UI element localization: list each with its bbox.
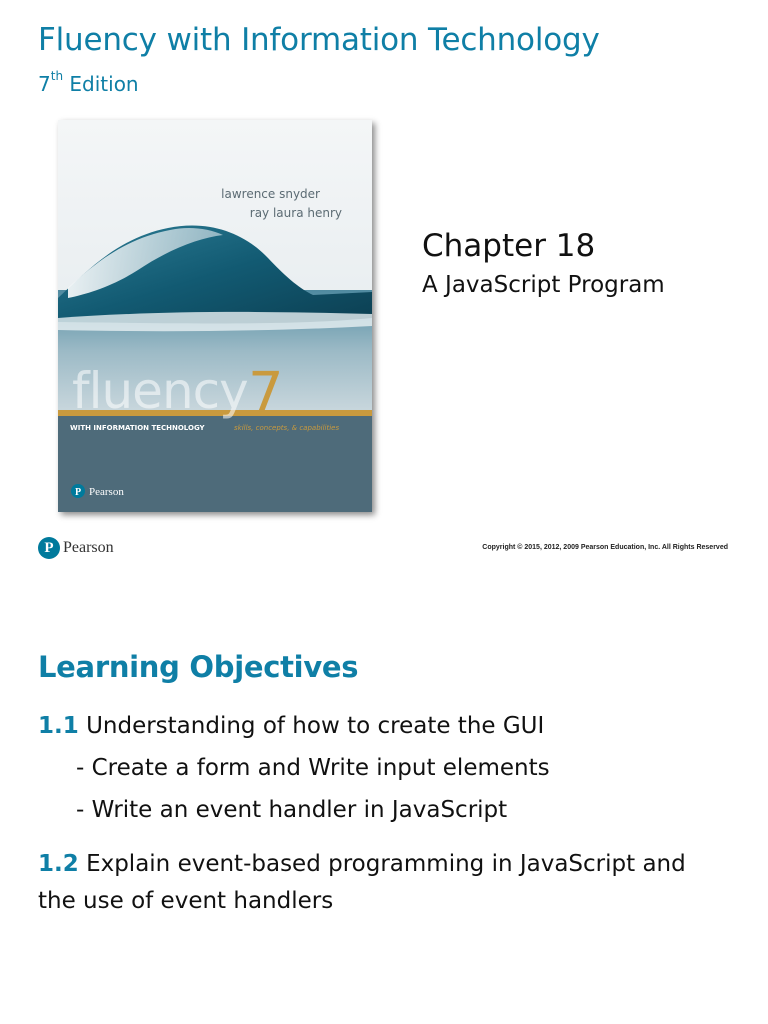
book-title: Fluency with Information Technology — [38, 22, 600, 58]
cover-brand-number: 7 — [248, 361, 284, 426]
book-cover-image — [58, 120, 372, 512]
cover-author-1: lawrence snyder — [221, 187, 320, 201]
svg-text:P: P — [74, 487, 82, 498]
edition-label: 7th Edition — [38, 69, 139, 96]
objective-text: Understanding of how to create the GUI — [86, 713, 545, 739]
cover-author-2: ray laura henry — [249, 206, 342, 220]
objective-number: 1.2 — [38, 851, 79, 877]
chapter-title: Chapter 18 — [422, 228, 596, 264]
objective-1-1-sub-1: - Create a form and Write input elements — [76, 755, 550, 781]
objective-number: 1.1 — [38, 713, 79, 739]
cover-publisher: Pearson — [89, 486, 124, 498]
section-title: Learning Objectives — [38, 650, 359, 684]
cover-tagline: WITH INFORMATION TECHNOLOGY — [70, 424, 205, 432]
copyright-notice: Copyright © 2015, 2012, 2009 Pearson Education, Inc. All Rights Reserved — [482, 544, 728, 551]
objective-1-1 — [38, 708, 728, 745]
pearson-p-icon: P — [38, 537, 60, 559]
objective-text: Explain event-based programming in JavaScript and the use of event handlers — [38, 851, 686, 914]
learning-objectives-slide — [0, 620, 768, 1024]
cover-brand: fluency — [72, 362, 248, 420]
pearson-logo — [38, 535, 114, 561]
objective-1-2 — [38, 846, 728, 920]
cover-tagline-2: skills, concepts, & capabilities — [234, 424, 340, 432]
pearson-wordmark: Pearson — [63, 539, 114, 556]
objective-1-1-sub-2: - Write an event handler in JavaScript — [76, 797, 508, 823]
chapter-subtitle: A JavaScript Program — [422, 272, 665, 298]
